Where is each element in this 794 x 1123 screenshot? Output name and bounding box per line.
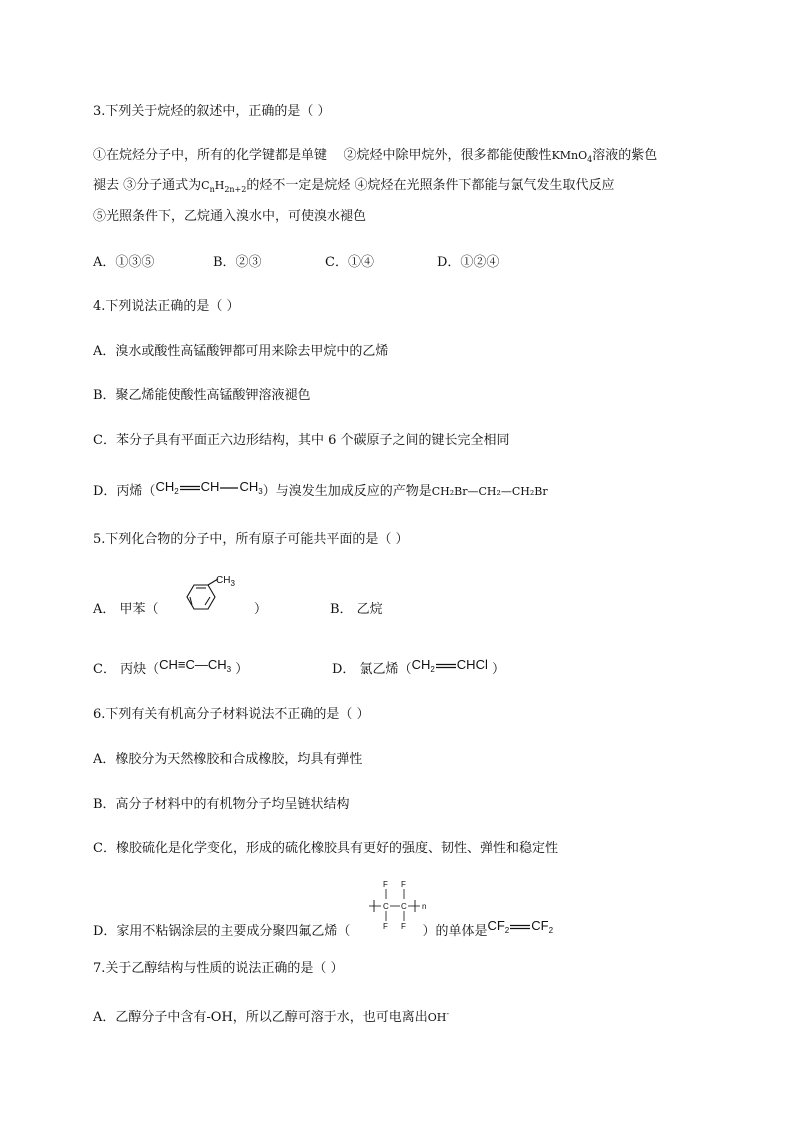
q6-option-d-label: D．家用不粘锅涂层的主要成分聚四氟乙烯（ bbox=[93, 924, 351, 939]
q3-statement-3: 褪去 ③分子通式为 bbox=[93, 178, 202, 193]
q6-option-b[interactable]: B．高分子材料中的有机物分子均呈链状结构 bbox=[93, 797, 350, 812]
vinyl-chloride-formula: $CH_2$ CHCl bbox=[411, 657, 488, 674]
q3-statement-line2 bbox=[93, 177, 615, 199]
q5-option-c-label: C． 丙炔（ bbox=[93, 662, 160, 677]
single-bond-icon bbox=[219, 485, 239, 491]
q6-option-d[interactable] bbox=[93, 918, 554, 945]
double-bond-icon bbox=[435, 663, 457, 669]
q4-option-d[interactable] bbox=[93, 479, 548, 505]
q3-statement-line1 bbox=[93, 147, 657, 169]
svg-text:C: C bbox=[383, 902, 389, 911]
q5-option-a[interactable] bbox=[93, 601, 159, 619]
q7-stem: 7.关于乙醇结构与性质的说法正确的是（ ） bbox=[93, 961, 344, 976]
q3-option-c[interactable]: C．①④ bbox=[325, 255, 374, 270]
q3-statement-3-4: 的烃不一定是烷烃 ④烷烃在光照条件下都能与氯气发生取代反应 bbox=[246, 178, 615, 193]
q3-statement-2: ②烷烃中除甲烷外，很多都能使酸性 bbox=[343, 148, 552, 163]
kmno4-formula: KMnO$_4$ bbox=[551, 149, 593, 164]
toluene-structure-icon bbox=[176, 575, 246, 619]
q4-option-d-label: D．丙烯（ bbox=[93, 484, 156, 499]
q5-option-d-label: D． 氯乙烯（ bbox=[332, 662, 412, 677]
q7-option-a[interactable] bbox=[93, 1005, 449, 1027]
q5-option-a-close: ） bbox=[254, 602, 268, 617]
q6-stem: 6.下列有关有机高分子材料说法不正确的是（ ） bbox=[93, 707, 370, 722]
q3-option-a[interactable]: A．①③⑤ bbox=[93, 255, 155, 270]
svg-text:F: F bbox=[401, 922, 406, 931]
q3-statement-2-end: 溶液的紫色 bbox=[592, 148, 658, 163]
double-bond-icon bbox=[509, 924, 531, 930]
q3-statement-5: ⑤光照条件下，乙烷通入溴水中，可使溴水褪色 bbox=[93, 209, 367, 224]
svg-text:n: n bbox=[422, 902, 427, 911]
q3-statement-1: ①在烷烃分子中，所有的化学键都是单键 bbox=[93, 148, 328, 163]
alkane-general-formula: $C_nH_{2n+2}$ bbox=[201, 179, 247, 194]
svg-text:C: C bbox=[401, 902, 407, 911]
svg-text:F: F bbox=[401, 880, 406, 889]
double-bond-icon bbox=[179, 485, 201, 491]
q3-option-d[interactable]: D．①②④ bbox=[437, 255, 500, 270]
svg-text:F: F bbox=[383, 922, 388, 931]
q5-option-b[interactable]: B． 乙烷 bbox=[330, 602, 383, 617]
q6-option-d-mid: ）的单体是 bbox=[422, 924, 488, 939]
q6-option-c[interactable]: C．橡胶硫化是化学变化，形成的硫化橡胶具有更好的强度、韧性、弹性和稳定性 bbox=[93, 841, 558, 856]
q5-option-d-close: ） bbox=[492, 662, 506, 677]
q4-stem: 4.下列说法正确的是（ ） bbox=[93, 299, 240, 314]
q7-option-a-text: A．乙醇分子中含有-OH，所以乙醇可溶于水，也可电离出 bbox=[93, 1010, 428, 1025]
tetrafluoroethylene-formula: $CF_2$ $CF_2$ bbox=[487, 918, 554, 935]
q4-option-a[interactable]: A．溴水或酸性高锰酸钾都可用来除去甲烷中的乙烯 bbox=[93, 344, 389, 359]
q4-option-d-mid: ）与溴发生加成反应的产物是 bbox=[262, 484, 432, 499]
q3-stem: 3.下列关于烷烃的叙述中，正确的是（ ） bbox=[93, 104, 331, 119]
propyne-formula: $CH\equiv C—CH_3$ bbox=[159, 657, 232, 674]
q5-option-a-label: A． 甲苯（ bbox=[93, 602, 159, 617]
svg-text:F: F bbox=[383, 880, 388, 889]
q5-option-d[interactable] bbox=[332, 657, 506, 683]
hydroxide-formula: OH- bbox=[427, 1009, 450, 1024]
q4-option-c[interactable]: C．苯分子具有平面正六边形结构，其中 6 个碳原子之间的键长完全相同 bbox=[93, 433, 510, 448]
dibromopropane-formula: CH₂Br—CH₂—CH₂Br bbox=[431, 485, 548, 498]
q5-stem: 5.下列化合物的分子中，所有原子可能共平面的是（ ） bbox=[93, 532, 409, 547]
q5-option-c[interactable] bbox=[93, 657, 249, 683]
q3-option-b[interactable]: B．②③ bbox=[213, 255, 262, 270]
propene-formula: $CH_2$ CH $CH_3$ bbox=[155, 479, 263, 496]
q4-option-b[interactable]: B．聚乙烯能使酸性高锰酸钾溶液褪色 bbox=[93, 388, 311, 403]
q6-option-a[interactable]: A．橡胶分为天然橡胶和合成橡胶，均具有弹性 bbox=[93, 752, 363, 767]
toluene-methyl-label: $CH_3$ bbox=[216, 575, 235, 588]
q5-option-c-close: ） bbox=[235, 662, 249, 677]
